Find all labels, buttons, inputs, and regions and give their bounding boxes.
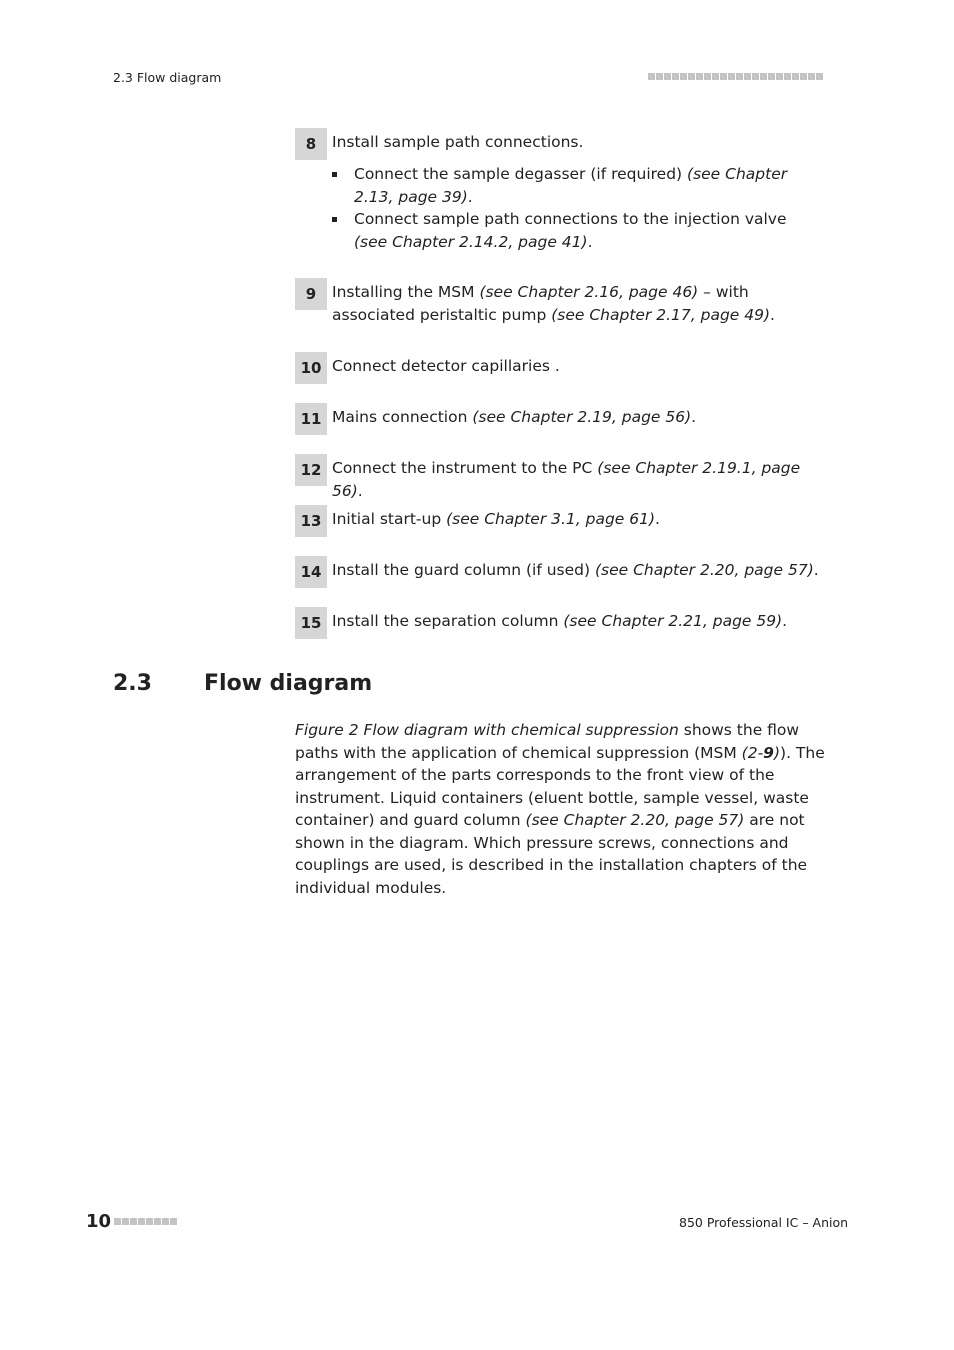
decor-square xyxy=(114,1218,121,1225)
text-run: Installing the MSM xyxy=(332,283,480,301)
text-run: Initial start-up xyxy=(332,510,447,528)
text-run: (see Chapter 2.20, page 57) xyxy=(594,561,814,579)
step-number: 14 xyxy=(295,556,327,588)
text-run: Connect detector capillaries . xyxy=(332,357,560,375)
bullet-list xyxy=(332,163,802,253)
step-text xyxy=(332,131,822,154)
text-run: . xyxy=(655,510,660,528)
decor-square xyxy=(808,73,815,80)
decor-square xyxy=(664,73,671,80)
decor-square xyxy=(138,1218,145,1225)
bullet-item xyxy=(332,208,802,253)
decor-square xyxy=(784,73,791,80)
text-run: (2- xyxy=(741,743,764,762)
text-run: . xyxy=(587,232,593,251)
text-run: (see Chapter 2.20, page 57) xyxy=(525,811,745,829)
text-run: Install sample path connections. xyxy=(332,133,584,151)
step-number: 10 xyxy=(295,352,327,384)
footer-decoration xyxy=(114,1218,177,1225)
decor-square xyxy=(648,73,655,80)
decor-square xyxy=(146,1218,153,1225)
step-text xyxy=(332,610,822,633)
decor-square xyxy=(122,1218,129,1225)
step-text xyxy=(332,508,822,531)
decor-square xyxy=(704,73,711,80)
text-run: Install the separation column xyxy=(332,612,564,630)
text-run: (see Chapter 3.1, page 61) xyxy=(446,510,656,528)
decor-square xyxy=(792,73,799,80)
text-run: ) xyxy=(773,743,781,762)
decor-square xyxy=(130,1218,137,1225)
decor-square xyxy=(720,73,727,80)
text-run: Figure 2 Flow diagram with chemical suppression xyxy=(295,721,679,739)
step-text xyxy=(332,457,822,502)
step-number: 8 xyxy=(295,128,327,160)
text-run: 9 xyxy=(763,743,774,762)
decor-square xyxy=(154,1218,161,1225)
text-run: Mains connection xyxy=(332,408,473,426)
decor-square xyxy=(816,73,823,80)
decor-square xyxy=(680,73,687,80)
footer-product: 850 Professional IC – Anion xyxy=(679,1215,849,1230)
text-run: ). The arrangement of the parts corresponds to the front view of the instrument. Liquid containers (eluent bottle, sample vessel, waste container) and guard column xyxy=(295,743,825,829)
decor-square xyxy=(688,73,695,80)
decor-square xyxy=(712,73,719,80)
text-run: . xyxy=(467,187,473,206)
text-run: shows the flow paths with the application of chemical suppression (MSM xyxy=(295,721,800,762)
bullet-item xyxy=(332,163,802,208)
step-text xyxy=(332,355,822,378)
decor-square xyxy=(752,73,759,80)
decor-square xyxy=(800,73,807,80)
text-run: . xyxy=(691,408,697,426)
section-number: 2.3 xyxy=(113,671,152,696)
decor-square xyxy=(736,73,743,80)
bullet-square-icon xyxy=(332,217,337,222)
text-run: Install the guard column (if used) xyxy=(332,561,595,579)
text-run: Connect sample path connections to the injection valve xyxy=(354,210,787,228)
text-run: (see Chapter 2.14.2, page 41) xyxy=(354,232,588,251)
decor-square xyxy=(728,73,735,80)
running-title: 2.3 Flow diagram xyxy=(113,70,222,85)
text-run: (see Chapter 2.16, page 46) xyxy=(479,283,699,301)
section-paragraph xyxy=(295,719,825,899)
decor-square xyxy=(162,1218,169,1225)
step-number: 9 xyxy=(295,278,327,310)
step-number: 11 xyxy=(295,403,327,435)
text-run: (see Chapter 2.13, page 39) xyxy=(354,165,788,206)
page-number: 10 xyxy=(86,1211,112,1232)
text-run: Connect the instrument to the PC xyxy=(332,459,598,477)
decor-square xyxy=(672,73,679,80)
text-run: Connect the sample degasser (if required) xyxy=(354,165,688,183)
text-run: (see Chapter 2.19, page 56) xyxy=(472,408,692,426)
section-title: Flow diagram xyxy=(204,671,373,696)
header-decoration xyxy=(648,73,823,80)
decor-square xyxy=(696,73,703,80)
decor-square xyxy=(760,73,767,80)
text-run: . xyxy=(770,305,775,324)
decor-square xyxy=(768,73,775,80)
text-run: . xyxy=(357,481,363,500)
text-run: (see Chapter 2.17, page 49) xyxy=(551,305,771,324)
text-run: – with associated peristaltic pump xyxy=(332,283,749,324)
step-number: 15 xyxy=(295,607,327,639)
decor-square xyxy=(170,1218,177,1225)
text-run: (see Chapter 2.19.1, page 56) xyxy=(332,459,801,500)
step-number: 12 xyxy=(295,454,327,486)
step-text xyxy=(332,406,822,429)
bullet-square-icon xyxy=(332,172,337,177)
step-text xyxy=(332,281,822,326)
text-run: are not shown in the diagram. Which pressure screws, connections and couplings are used, is described in the installation chapters of the individual modules. xyxy=(295,811,808,897)
step-text xyxy=(332,559,822,582)
text-run: . xyxy=(782,612,788,630)
step-number: 13 xyxy=(295,505,327,537)
decor-square xyxy=(744,73,751,80)
text-run: (see Chapter 2.21, page 59) xyxy=(563,612,783,630)
decor-square xyxy=(656,73,663,80)
text-run: . xyxy=(813,561,819,579)
decor-square xyxy=(776,73,783,80)
